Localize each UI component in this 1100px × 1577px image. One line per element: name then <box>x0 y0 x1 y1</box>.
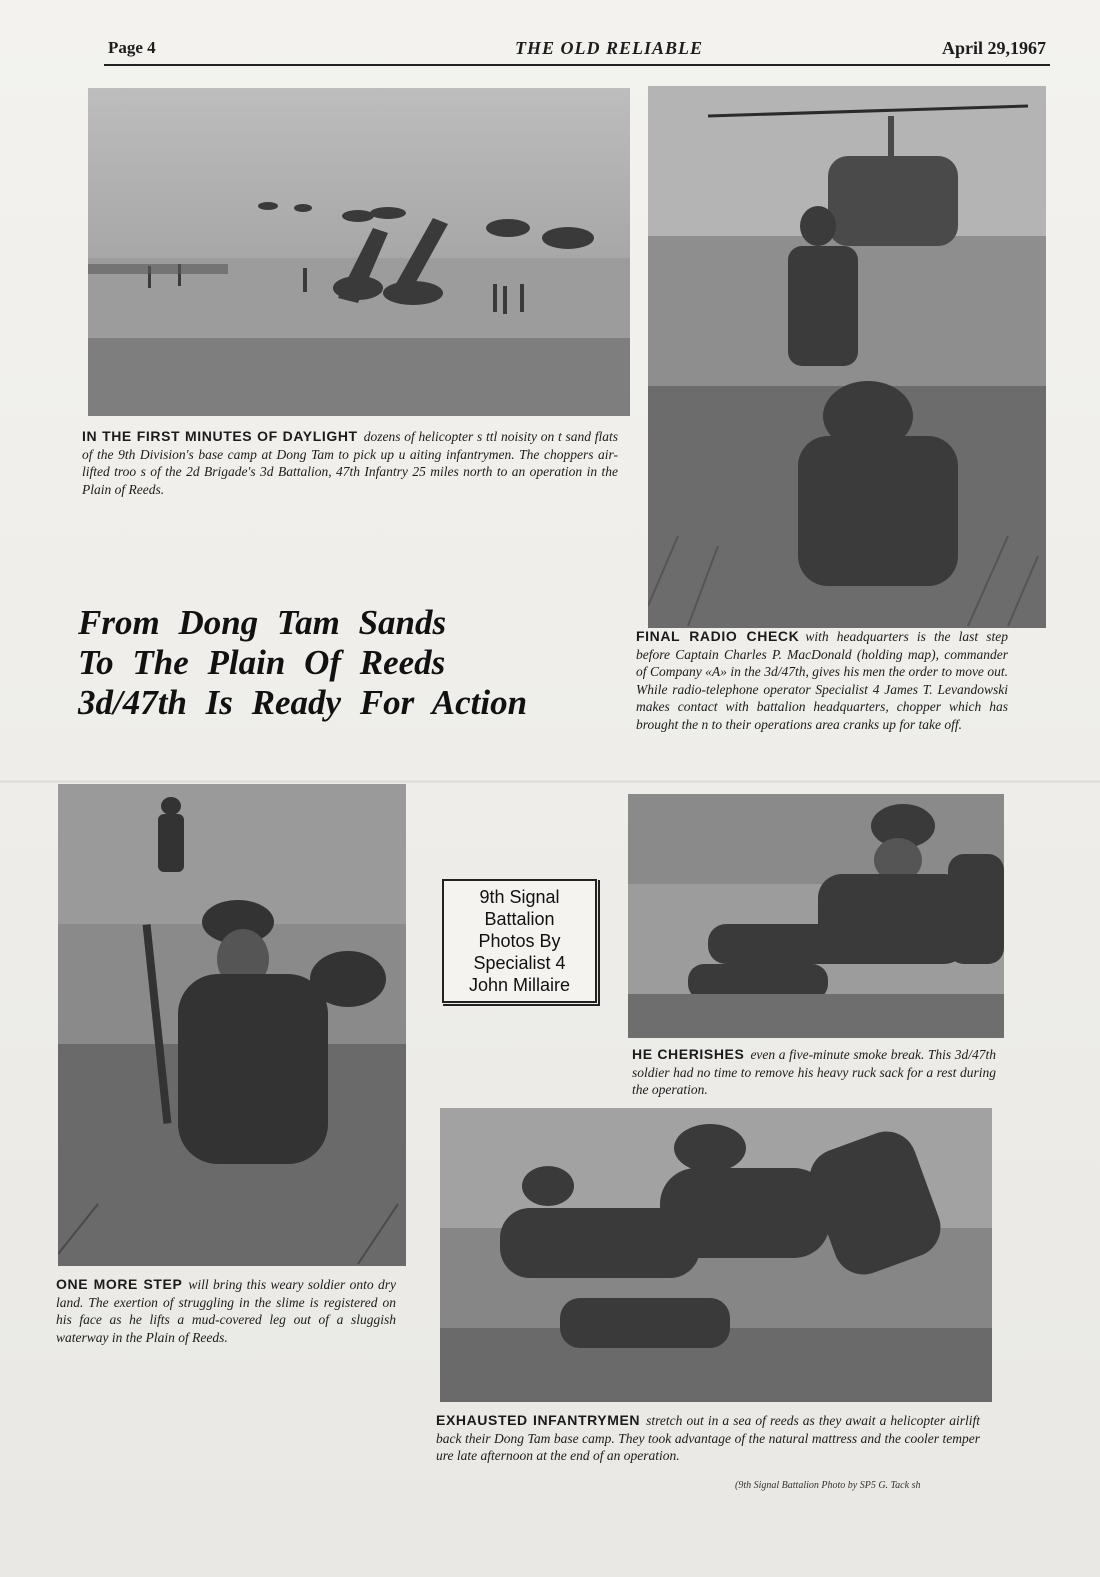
credit-line-3: Photos By <box>478 931 561 951</box>
photo-credit-box <box>442 879 597 1003</box>
caption-exhausted-lead: EXHAUSTED INFANTRYMEN <box>436 1412 641 1428</box>
photo-radio-check <box>648 86 1046 628</box>
credit-line-1: 9th Signal <box>479 887 560 907</box>
caption-daylight-text: dozens of helicopter s ttl noisity on t sand flats of the 9th Division's base camp at Dong Tam to pick up u aiting infantrymen. The choppers air-lifted troo s of the 2d Brigade's 3d Battalion, 47th Infantry 25 miles north to an operation in the Plain of Reeds. <box>82 429 618 497</box>
credit-line-4: Specialist 4 <box>473 953 566 973</box>
headline-line-1: From Dong Tam Sands <box>78 603 447 642</box>
headline-line-3: 3d/47th Is Ready For Action <box>78 683 528 722</box>
credit-line-5: John Millaire <box>468 975 571 995</box>
caption-radio-text: with headquarters is the last step before Captain Charles P. MacDonald (holding map), commander of Company «A» in the 3d/47th, gives his men the order to move out. While radio-telephone operator Specialist 4 James T. Levandowski makes contact with battalion headquarters, chopper which has brought the n to their operations area cranks up for take off. <box>636 629 1008 732</box>
page-fold <box>0 780 1100 783</box>
issue-date: April 29,1967 <box>942 38 1047 58</box>
caption-daylight <box>82 428 618 498</box>
headline <box>78 603 618 723</box>
caption-daylight-lead: IN THE FIRST MINUTES OF DAYLIGHT <box>82 428 358 444</box>
caption-cherishes-lead: HE CHERISHES <box>632 1046 745 1062</box>
caption-radio-lead: FINAL RADIO CHECK <box>636 628 800 644</box>
caption-exhausted-text: stretch out in a sea of reeds as they await a helicopter airlift back their Dong Tam base camp. They took advantage of the natural mattress and the cooler temper ure late afternoon at the end of an operation. <box>436 1413 980 1463</box>
photo-resting-soldier <box>628 794 1004 1038</box>
headline-line-2: To The Plain Of Reeds <box>78 643 446 682</box>
caption-cherishes-text: even a five-minute smoke break. This 3d/47th soldier had no time to remove his heavy ruck sack for a rest during the operation. <box>632 1047 996 1097</box>
masthead-rule <box>104 64 1050 66</box>
photo-credit-line: (9th Signal Battalion Photo by SP5 G. Tack sh <box>735 1480 921 1491</box>
photo-helicopters <box>88 88 630 416</box>
caption-radio <box>636 628 1008 733</box>
photo-wading-soldier <box>58 784 406 1266</box>
credit-line-2: Battalion <box>484 909 555 929</box>
caption-exhausted <box>436 1412 980 1465</box>
photo-exhausted-infantrymen <box>440 1108 992 1402</box>
caption-one-more-step <box>56 1276 396 1346</box>
caption-cherishes <box>632 1046 996 1099</box>
page-number: Page 4 <box>108 38 156 57</box>
caption-step-text: will bring this weary soldier onto dry land. The exertion of struggling in the slime is registered on his face as he lifts a mud-covered leg out of a sluggish waterway in the Plain of Reeds. <box>56 1277 396 1345</box>
caption-step-lead: ONE MORE STEP <box>56 1276 183 1292</box>
newspaper-title: THE OLD RELIABLE <box>515 38 704 58</box>
